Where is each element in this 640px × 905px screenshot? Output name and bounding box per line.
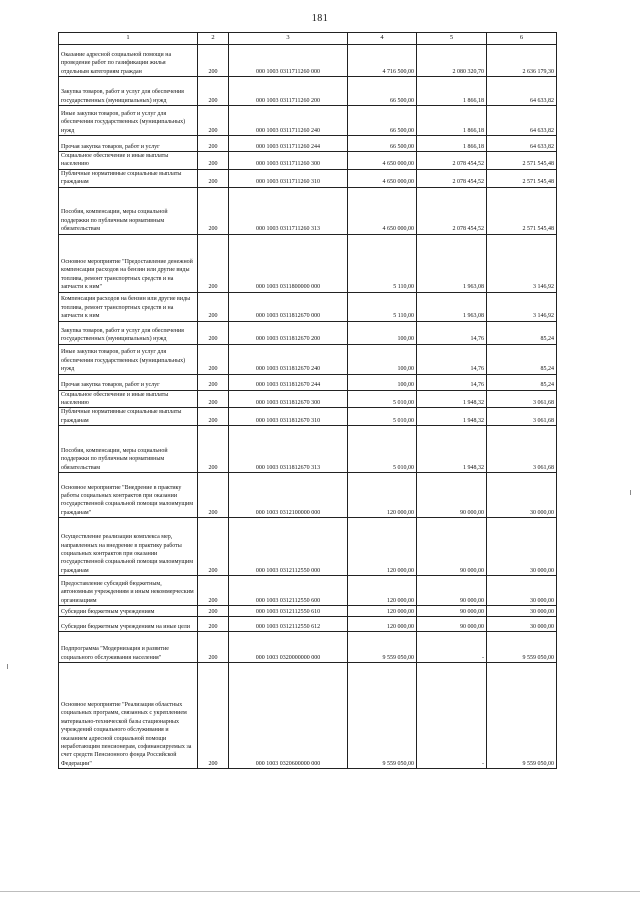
- cell-remaining: 2 571 545,48: [487, 152, 557, 170]
- cell-budget-code: 000 1003 0311812670 310: [229, 408, 348, 426]
- cell-remaining: 3 061,68: [487, 408, 557, 426]
- cell-approved: 5 110,00: [348, 292, 417, 321]
- cell-remaining: 30 000,00: [487, 473, 557, 518]
- cell-admin-code: 200: [198, 374, 229, 390]
- cell-admin-code: 200: [198, 426, 229, 473]
- cell-budget-code: 000 1003 0311812670 300: [229, 390, 348, 408]
- cell-remaining: 2 571 545,48: [487, 169, 557, 187]
- table-row: [59, 408, 557, 426]
- cell-executed: 14,76: [417, 344, 487, 374]
- cell-approved: 66 500,00: [348, 77, 417, 106]
- cell-name: Публичные нормативные социальные выплаты гражданам: [59, 169, 198, 187]
- cell-budget-code: 000 1003 0311711260 310: [229, 169, 348, 187]
- table-row: [59, 374, 557, 390]
- cell-remaining: 9 559 050,00: [487, 663, 557, 769]
- cell-admin-code: 200: [198, 106, 229, 136]
- cell-admin-code: 200: [198, 77, 229, 106]
- cell-executed: 1 963,08: [417, 292, 487, 321]
- cell-approved: 66 500,00: [348, 136, 417, 152]
- cell-executed: 1 948,32: [417, 426, 487, 473]
- cell-name: Прочая закупка товаров, работ и услуг: [59, 136, 198, 152]
- cell-remaining: 85,24: [487, 321, 557, 344]
- cell-remaining: 30 000,00: [487, 606, 557, 617]
- cell-approved: 100,00: [348, 321, 417, 344]
- cell-approved: 100,00: [348, 374, 417, 390]
- table-row: [59, 106, 557, 136]
- cell-remaining: 85,24: [487, 374, 557, 390]
- cell-budget-code: 000 1003 0312112550 000: [229, 518, 348, 576]
- cell-approved: 4 650 000,00: [348, 169, 417, 187]
- table-row: [59, 292, 557, 321]
- cell-remaining: 2 571 545,48: [487, 187, 557, 234]
- header-col-3: 3: [229, 33, 348, 45]
- cell-executed: 14,76: [417, 374, 487, 390]
- cell-executed: 90 000,00: [417, 606, 487, 617]
- cell-remaining: 3 146,92: [487, 292, 557, 321]
- header-col-4: 4: [348, 33, 417, 45]
- cell-approved: 4 716 500,00: [348, 45, 417, 77]
- cell-admin-code: 200: [198, 187, 229, 234]
- budget-table: [58, 32, 557, 769]
- cell-name: Социальное обеспечение и иные выплаты населению: [59, 390, 198, 408]
- left-edge-mark: [7, 664, 8, 669]
- cell-name: Пособия, компенсации, меры социальной поддержки по публичным нормативным обязательствам: [59, 187, 198, 234]
- cell-remaining: 30 000,00: [487, 518, 557, 576]
- cell-admin-code: 200: [198, 632, 229, 663]
- header-col-5: 5: [417, 33, 487, 45]
- cell-approved: 66 500,00: [348, 106, 417, 136]
- cell-approved: 9 559 050,00: [348, 632, 417, 663]
- cell-remaining: 9 559 050,00: [487, 632, 557, 663]
- cell-budget-code: 000 1003 0320000000 000: [229, 632, 348, 663]
- cell-approved: 120 000,00: [348, 606, 417, 617]
- table-row: [59, 663, 557, 769]
- cell-remaining: 3 061,68: [487, 390, 557, 408]
- cell-executed: 1 963,08: [417, 234, 487, 292]
- cell-name: Пособия, компенсации, меры социальной поддержки по публичным нормативным обязательствам: [59, 426, 198, 473]
- cell-budget-code: 000 1003 0311711260 200: [229, 77, 348, 106]
- cell-admin-code: 200: [198, 45, 229, 77]
- bottom-rule: [0, 891, 640, 892]
- cell-remaining: 3 061,68: [487, 426, 557, 473]
- cell-approved: 120 000,00: [348, 473, 417, 518]
- cell-name: Закупка товаров, работ и услуг для обеспечения государственных (муниципальных) нужд: [59, 77, 198, 106]
- cell-admin-code: 200: [198, 292, 229, 321]
- cell-name: Основное мероприятие "Предоставление денежной компенсации расходов на бензин или другие виды топлива, ремонт транспортных средств и на запчасти к ним": [59, 234, 198, 292]
- cell-name: Основное мероприятие "Реализация областных социальных программ, связанных с укреплением материально-технической базы стационарных учреждений социального обслуживания и оказанием адресной социальной помощи неработающим пенсионерам, софинансируемых за счет средств Пенсионного фонда Российской Федерации": [59, 663, 198, 769]
- header-col-1: 1: [59, 33, 198, 45]
- cell-executed: 90 000,00: [417, 518, 487, 576]
- table-row: [59, 473, 557, 518]
- table-row: [59, 518, 557, 576]
- header-col-6: 6: [487, 33, 557, 45]
- cell-approved: 4 650 000,00: [348, 152, 417, 170]
- cell-approved: 120 000,00: [348, 576, 417, 606]
- cell-approved: 4 650 000,00: [348, 187, 417, 234]
- cell-budget-code: 000 1003 0320600000 000: [229, 663, 348, 769]
- cell-executed: 14,76: [417, 321, 487, 344]
- cell-remaining: 30 000,00: [487, 576, 557, 606]
- cell-budget-code: 000 1003 0311812670 000: [229, 292, 348, 321]
- cell-name: Прочая закупка товаров, работ и услуг: [59, 374, 198, 390]
- table-row: [59, 77, 557, 106]
- cell-executed: 2 078 454,52: [417, 169, 487, 187]
- cell-admin-code: 200: [198, 576, 229, 606]
- cell-name: Иные закупки товаров, работ и услуг для обеспечения государственных (муниципальных) нужд: [59, 106, 198, 136]
- cell-name: Социальное обеспечение и иные выплаты населению: [59, 152, 198, 170]
- cell-remaining: 64 633,82: [487, 77, 557, 106]
- right-edge-mark: [630, 490, 631, 495]
- cell-executed: -: [417, 632, 487, 663]
- page-number: 181: [311, 13, 329, 24]
- cell-name: Основное мероприятие "Внедрение в практику работы социальных контрактов при оказании государственной социальной помощи малоимущим гражданам": [59, 473, 198, 518]
- cell-name: Подпрограмма "Модернизация и развитие социального обслуживания населения": [59, 632, 198, 663]
- cell-name: Публичные нормативные социальные выплаты гражданам: [59, 408, 198, 426]
- cell-remaining: 2 636 179,30: [487, 45, 557, 77]
- cell-executed: 1 866,18: [417, 106, 487, 136]
- cell-remaining: 85,24: [487, 344, 557, 374]
- cell-approved: 100,00: [348, 344, 417, 374]
- cell-admin-code: 200: [198, 606, 229, 617]
- cell-budget-code: 000 1003 0311711260 000: [229, 45, 348, 77]
- cell-executed: 90 000,00: [417, 473, 487, 518]
- table-header-row: [59, 33, 557, 45]
- cell-approved: 5 010,00: [348, 426, 417, 473]
- table-row: [59, 152, 557, 170]
- cell-budget-code: 000 1003 0311711260 300: [229, 152, 348, 170]
- table-body: [59, 45, 557, 769]
- table-row: [59, 576, 557, 606]
- table-row: [59, 234, 557, 292]
- cell-admin-code: 200: [198, 169, 229, 187]
- cell-executed: -: [417, 663, 487, 769]
- cell-name: Субсидии бюджетным учреждениям на иные цели: [59, 617, 198, 632]
- cell-executed: 90 000,00: [417, 576, 487, 606]
- table-row: [59, 169, 557, 187]
- cell-budget-code: 000 1003 0312100000 000: [229, 473, 348, 518]
- cell-admin-code: 200: [198, 321, 229, 344]
- cell-name: Компенсация расходов на бензин или другие виды топлива, ремонт транспортных средств и на запчасти к ним: [59, 292, 198, 321]
- cell-executed: 2 078 454,52: [417, 152, 487, 170]
- table-row: [59, 426, 557, 473]
- cell-executed: 1 866,18: [417, 77, 487, 106]
- cell-executed: 2 080 320,70: [417, 45, 487, 77]
- table-row: [59, 632, 557, 663]
- cell-name: Закупка товаров, работ и услуг для обеспечения государственных (муниципальных) нужд: [59, 321, 198, 344]
- table-row: [59, 390, 557, 408]
- table-row: [59, 136, 557, 152]
- table-row: [59, 344, 557, 374]
- cell-budget-code: 000 1003 0311812670 240: [229, 344, 348, 374]
- cell-admin-code: 200: [198, 390, 229, 408]
- cell-admin-code: 200: [198, 152, 229, 170]
- cell-budget-code: 000 1003 0312112550 600: [229, 576, 348, 606]
- cell-approved: 5 010,00: [348, 390, 417, 408]
- cell-admin-code: 200: [198, 408, 229, 426]
- cell-executed: 1 866,18: [417, 136, 487, 152]
- cell-budget-code: 000 1003 0311711260 313: [229, 187, 348, 234]
- cell-remaining: 64 633,82: [487, 136, 557, 152]
- cell-approved: 120 000,00: [348, 518, 417, 576]
- cell-admin-code: 200: [198, 617, 229, 632]
- table-row: [59, 606, 557, 617]
- cell-executed: 90 000,00: [417, 617, 487, 632]
- cell-admin-code: 200: [198, 663, 229, 769]
- cell-budget-code: 000 1003 0311711260 240: [229, 106, 348, 136]
- cell-name: Субсидии бюджетным учреждениям: [59, 606, 198, 617]
- cell-executed: 1 948,32: [417, 390, 487, 408]
- cell-remaining: 3 146,92: [487, 234, 557, 292]
- cell-name: Предоставление субсидий бюджетным, автономным учреждениям и иным некоммерческим организациям: [59, 576, 198, 606]
- cell-admin-code: 200: [198, 136, 229, 152]
- table-row: [59, 321, 557, 344]
- cell-approved: 120 000,00: [348, 617, 417, 632]
- cell-executed: 1 948,32: [417, 408, 487, 426]
- cell-budget-code: 000 1003 0312112550 610: [229, 606, 348, 617]
- cell-admin-code: 200: [198, 473, 229, 518]
- cell-name: Осуществление реализации комплекса мер, направленных на внедрение в практику работы социальных контрактов при оказании государственной социальной помощи малоимущим гражданам: [59, 518, 198, 576]
- cell-approved: 9 559 050,00: [348, 663, 417, 769]
- cell-approved: 5 010,00: [348, 408, 417, 426]
- header-col-2: 2: [198, 33, 229, 45]
- cell-admin-code: 200: [198, 234, 229, 292]
- cell-remaining: 64 633,82: [487, 106, 557, 136]
- cell-name: Иные закупки товаров, работ и услуг для обеспечения государственных (муниципальных) нужд: [59, 344, 198, 374]
- cell-budget-code: 000 1003 0312112550 612: [229, 617, 348, 632]
- cell-budget-code: 000 1003 0311711260 244: [229, 136, 348, 152]
- cell-budget-code: 000 1003 0311812670 200: [229, 321, 348, 344]
- cell-admin-code: 200: [198, 518, 229, 576]
- cell-budget-code: 000 1003 0311800000 000: [229, 234, 348, 292]
- table-row: [59, 45, 557, 77]
- cell-admin-code: 200: [198, 344, 229, 374]
- table-row: [59, 187, 557, 234]
- cell-approved: 5 110,00: [348, 234, 417, 292]
- cell-remaining: 30 000,00: [487, 617, 557, 632]
- cell-budget-code: 000 1003 0311812670 244: [229, 374, 348, 390]
- cell-executed: 2 078 454,52: [417, 187, 487, 234]
- cell-name: Оказание адресной социальной помощи на проведение работ по газификации жилья отдельным категориям граждан: [59, 45, 198, 77]
- table-row: [59, 617, 557, 632]
- cell-budget-code: 000 1003 0311812670 313: [229, 426, 348, 473]
